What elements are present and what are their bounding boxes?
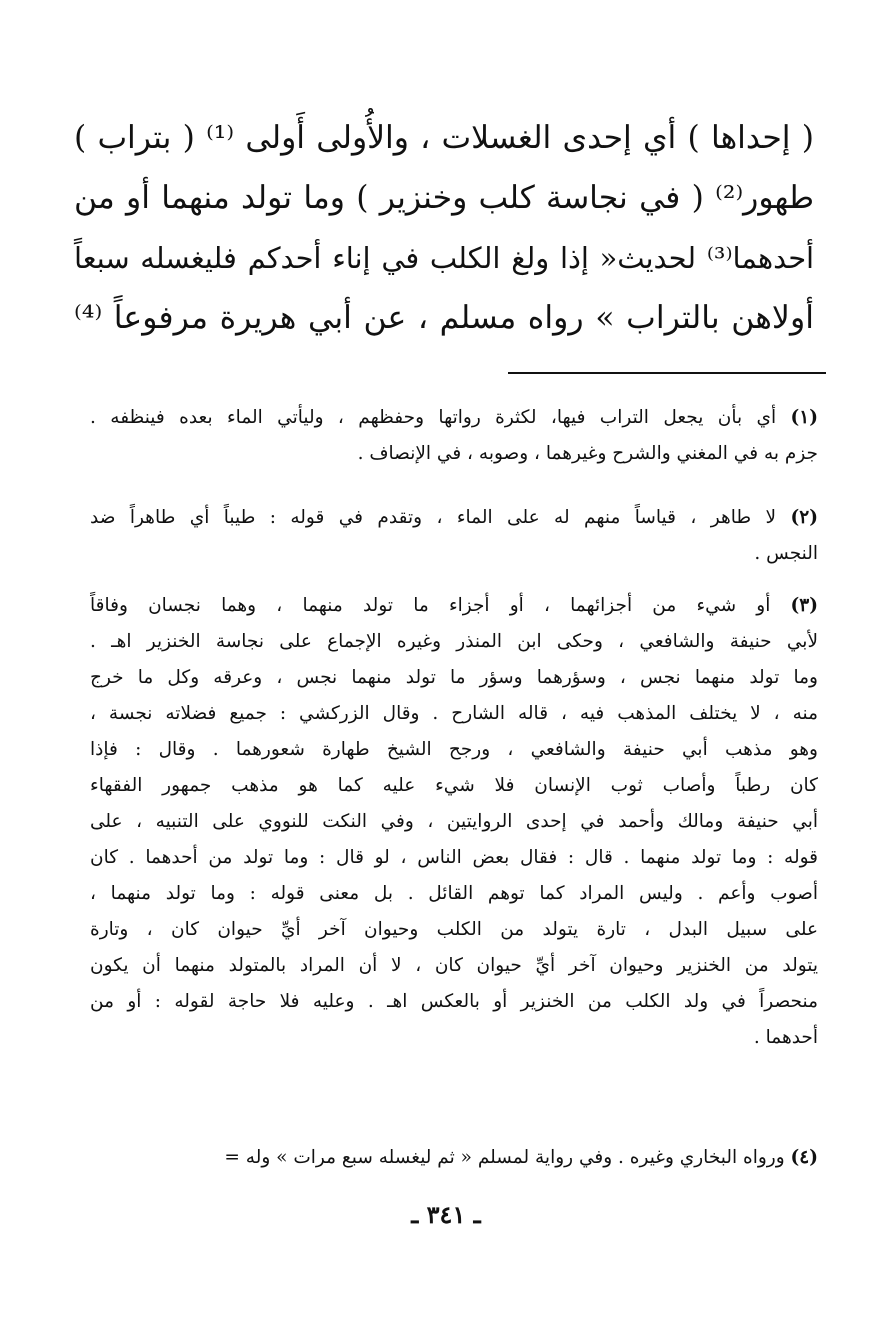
main-text-line: أولاهن بالتراب » رواه مسلم ، عن أبي هريرة مرفوعاً ⁽⁴⁾: [74, 300, 814, 336]
footnote-line: يتولد من الخنزير وحيوان آخر أيِّ حيوان كان ، لا أن المراد بالمتولد منهما أن يكون: [90, 955, 818, 976]
footnote-line: لا طاهر ، قياساً منهم له على الماء ، وتقدم في قوله : طيباً أي طاهراً ضد: [90, 507, 777, 528]
footnote-2: [90, 500, 818, 572]
footnote-line: جزم به في المغني والشرح وغيرهما ، وصوبه ، في الإنصاف .: [357, 443, 818, 464]
footnote-line: على سبيل البدل ، تارة يتولد من الكلب وحيوان آخر أيِّ حيوان كان ، وتارة: [90, 919, 818, 940]
footnote-line: النجس .: [754, 543, 818, 564]
footnote-line: أصوب وأعم . وليس المراد كما توهم القائل . بل معنى قوله : وما تولد منهما ،: [90, 883, 818, 904]
footnote-line: أو شيء من أجزائهما ، أو أجزاء ما تولد منهما ، وهما نجسان وفاقاً: [90, 595, 771, 616]
footnote-line: ورواه البخاري وغيره . وفي رواية لمسلم « ثم ليغسله سبع مرات » وله =: [224, 1147, 785, 1168]
footnote-line: قوله : وما تولد منهما . قال : فقال بعض الناس ، لو قال : وما تولد من أحدهما . كان: [90, 847, 818, 868]
page-number: ـ ٣٤١ ـ: [411, 1200, 481, 1229]
footnote-3: [90, 588, 818, 1056]
main-text-block: [74, 108, 814, 348]
footnote-line: كان رطباً وأصاب ثوب الإنسان فلا شيء عليه كما هو مذهب جمهور الفقهاء: [90, 775, 818, 796]
main-text-line: ( إحداها ) أي إحدى الغسلات ، والأُولى أَولى ⁽¹⁾ ( بتراب ): [74, 120, 814, 156]
footnote-number: (٣): [790, 595, 818, 616]
footnote-separator: [508, 372, 826, 374]
footnote-line: أحدهما .: [753, 1027, 818, 1048]
footnote-line: لأبي حنيفة والشافعي ، وحكى ابن المنذر وغيره الإجماع على نجاسة الخنزير اهـ .: [90, 631, 818, 652]
main-text-line: أحدهما⁽³⁾ لحديث« إذا ولغ الكلب في إناء أحدكم فليغسله سبعاً: [74, 241, 814, 275]
footnote-line: منحصراً في ولد الكلب من الخنزير أو بالعكس اهـ . وعليه فلا حاجة لقوله : أو من: [90, 991, 818, 1012]
footnote-line: أبي حنيفة ومالك وأحمد في إحدى الروايتين ، وفي النكت للنووي على التنبيه ، على: [90, 811, 818, 832]
footnote-4: [90, 1140, 818, 1176]
footnote-line: وهو مذهب أبي حنيفة والشافعي ، ورجح الشيخ طهارة شعورهما . وقال : فإذا: [90, 739, 818, 760]
footnote-line: أي بأن يجعل التراب فيها، لكثرة رواتها وحفظهم ، وليأتي الماء بعده فينظفه .: [90, 407, 777, 428]
footnote-line: وما تولد منهما نجس ، وسؤرهما وسؤر ما تولد منهما نجس ، وعرقه وكل ما خرج: [90, 667, 818, 688]
footnote-line: منه ، لا يختلف المذهب فيه ، قاله الشارح . وقال الزركشي : جميع فضلاته نجسة ،: [90, 703, 818, 724]
footnote-number: (٤): [790, 1147, 818, 1168]
footnote-number: (١): [790, 407, 818, 428]
footnote-number: (٢): [790, 507, 818, 528]
footnote-1: [90, 400, 818, 472]
main-text-line: طهور⁽²⁾ ( في نجاسة كلب وخنزير ) وما تولد منهما أو من: [74, 180, 814, 216]
